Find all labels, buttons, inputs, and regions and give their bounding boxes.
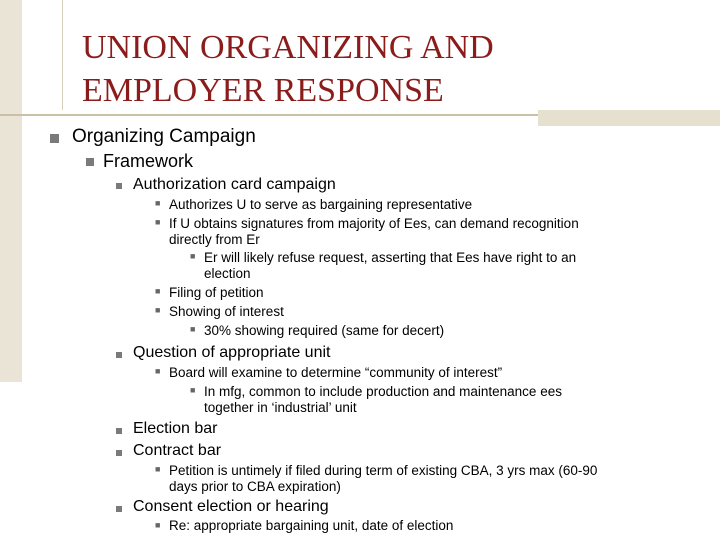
outline-item-authorizes: Authorizes U to serve as bargaining representative [169, 197, 473, 212]
outline-item-mfg-line-1: In mfg, common to include production and maintenance ees [204, 384, 562, 399]
outline-item-consent-election: Consent election or hearing [133, 498, 329, 515]
square-bullet-icon: ■ [155, 520, 161, 530]
outline-item-appropriate-unit: Question of appropriate unit [133, 344, 331, 361]
square-bullet-icon: ■ [155, 464, 161, 474]
square-bullet-icon [116, 506, 122, 512]
square-bullet-icon: ■ [155, 217, 161, 227]
outline-item-authorization-card: Authorization card campaign [133, 176, 336, 193]
outline-item-organizing-campaign: Organizing Campaign [72, 126, 256, 147]
outline-item-re-bargaining-unit: Re: appropriate bargaining unit, date of election [169, 518, 454, 533]
decorative-accent-bar [538, 110, 720, 126]
outline-item-if-obtains-line-2: directly from Er [169, 232, 260, 247]
outline-item-thirty-percent: 30% showing required (same for decert) [204, 323, 445, 338]
outline-item-showing-interest: Showing of interest [169, 304, 284, 319]
square-bullet-icon [86, 158, 94, 166]
slide-title-line-2: EMPLOYER RESPONSE [82, 72, 444, 109]
square-bullet-icon [116, 183, 122, 189]
square-bullet-icon [116, 450, 122, 456]
outline-item-petition-line-1: Petition is untimely if filed during term of existing CBA, 3 yrs max (60-90 [169, 463, 598, 478]
slide-title-line-1: UNION ORGANIZING AND [82, 29, 494, 66]
outline-item-petition-line-2: days prior to CBA expiration) [169, 479, 341, 494]
square-bullet-icon: ■ [155, 198, 161, 208]
square-bullet-icon: ■ [155, 305, 161, 315]
outline-item-er-refuse-line-2: election [204, 266, 251, 281]
outline-item-framework: Framework [103, 151, 194, 171]
square-bullet-icon [116, 352, 122, 358]
decorative-vertical-line [62, 0, 63, 110]
square-bullet-icon: ■ [190, 385, 196, 395]
square-bullet-icon [116, 428, 122, 434]
slide-title [82, 26, 702, 112]
outline-item-election-bar: Election bar [133, 420, 218, 437]
outline-item-mfg-line-2: together in ‘industrial’ unit [204, 400, 357, 415]
square-bullet-icon: ■ [190, 251, 196, 261]
outline-item-board-examine: Board will examine to determine “community of interest” [169, 365, 503, 380]
outline-item-er-refuse-line-1: Er will likely refuse request, asserting that Ees have right to an [204, 250, 577, 265]
outline-item-filing-petition: Filing of petition [169, 285, 264, 300]
outline-item-contract-bar: Contract bar [133, 442, 222, 459]
square-bullet-icon: ■ [155, 366, 161, 376]
decorative-side-bar [0, 0, 22, 382]
outline-item-if-obtains-line-1: If U obtains signatures from majority of Ees, can demand recognition [169, 216, 579, 231]
square-bullet-icon: ■ [155, 286, 161, 296]
square-bullet-icon [50, 134, 59, 143]
square-bullet-icon: ■ [190, 324, 196, 334]
